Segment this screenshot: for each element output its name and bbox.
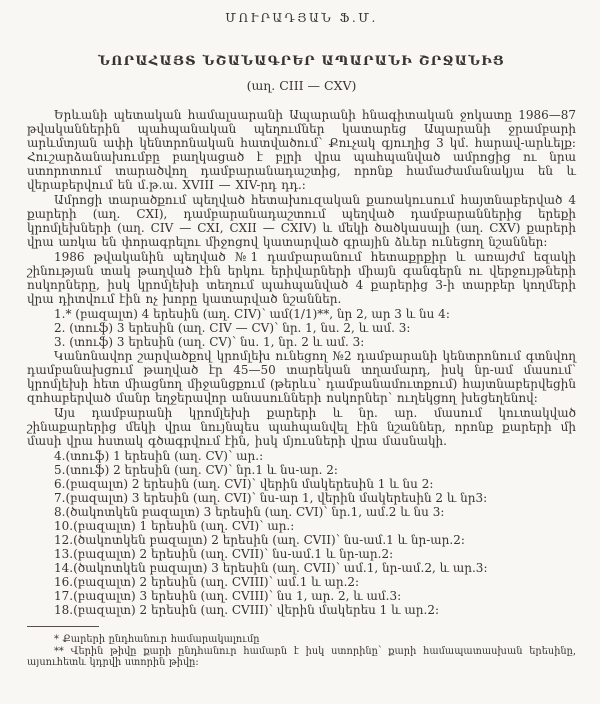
stone-item: 8.(ծակոտկեն բազալտ) 3 երեսին (աղ. CVI)՝ նր.1, ամ.2 և նս 3:: [54, 505, 445, 519]
stone-item: 10.(բազալտ) 1 երեսին (աղ. CVI)՝ ար.:: [54, 519, 295, 533]
paragraph-tomb1: 1986 թվականին պեղված №1 դամբարանում հետաքրքիր և առայժմ եզակի շինության տակ թաղված էին երկու երիվարների միայն գանգերն ու վերջույթների ոսկորները, իսկ կրոմլեխի տեղում պահպանված 4 քարերից 3-ի տարբեր կողմերի վրա դիտվում էին ոչ խորը կատարված նշաններ.: [27, 250, 576, 306]
paragraph-excavation-intro: Երևանի պետական համալսարանի Ապարանի հնագիտական ջոկատը 1986—87 թվականներին պահպանական պեղումներ կատարեց Ապարանի ջրամբարի արևմտյան ափի կենտրոնական հատվածում՝ Քուչակ գյուղից 3 կմ. հարավ-արևելք։ Հուշարձանախումբը բաղկացած է բլրի վրա պահպանված ամրոցից ու նրա ստորոտում տարածվող դամբարանադաշտից, որոնք համաժամանակյա են և վերաբերվում են մ.թ.ա. XVIII — XIV-րդ դդ.:: [27, 108, 576, 192]
stone-item: 2. (տուֆ) 3 երեսին (աղ. CIV — CV)՝ նր. 1, նս. 2, և ամ. 3:: [54, 321, 411, 335]
stone-item: 14.(ծակոտկեն բազալտ) 3 երեսին (աղ. CVII)՝ ամ.1, նր-ամ.2, և ար.3:: [54, 561, 488, 575]
plates-subtitle: (աղ. CIII — CXV): [246, 78, 357, 93]
stone-item: 6.(բազալտ) 2 երեսին (աղ. CVI)՝ վերին մակերեսին 1 և նս 2:: [54, 477, 434, 491]
paragraph-signs-overview: Ամրոցի տարածքում պեղված հետախուզական քառակուսում հայտնաբերված 4 քարերի (աղ. CXI), դամբարանադաշտում պեղված դամբարաններից երեքի կրոմլեխների (աղ. CIV — CXI, CXII — CXIV) և մեկի ծածկասալի (աղ. CXV) քարերի վրա առկա են փորագրելու միջոցով կատարված գրային ձևեր ունեցող նշաններ:: [27, 193, 576, 249]
article-title: ՆՈՐԱՀԱՅՏ ՆՇԱՆԱԳՐԵՐ ԱՊԱՐԱՆԻ ՇՐՋԱՆԻՑ: [98, 54, 505, 69]
stone-list-second: [27, 449, 576, 617]
footnote-separator: [27, 626, 99, 627]
footnote-2: ** Վերին թիվը քարի ընդհանուր համարն է իսկ ստորինը՝ քարի համապատասխան երեսինը, այսուհետև կդրվի ստորին թիվը:: [27, 645, 576, 668]
stone-item: 12.(ծակոտկեն բազալտ) 2 երեսին (աղ. CVII)՝ նս-ամ.1 և նր-ար.2:: [54, 533, 465, 547]
stone-item: 17.(բազալտ) 3 երեսին (աղ. CVIII)՝ նս 1, ար. 2, և ամ.3:: [54, 589, 402, 603]
stone-item: 18.(բազալտ) 2 երեսին (աղ. CVIII)՝ վերին մակերես 1 և ար.2:: [54, 603, 440, 617]
stone-item: 3. (տուֆ) 3 երեսին (աղ. CV)՝ նս. 1, նր. 2 և ամ. 3:: [54, 335, 365, 349]
stone-item: 13.(բազալտ) 2 երեսին (աղ. CVII)՝ նս-ամ.1 և նր-ար.2:: [54, 547, 394, 561]
footnote-1: * Քարերի ընդհանուր համարակալումը: [54, 634, 260, 645]
stone-item: 4.(տուֆ) 1 երեսին (աղ. CV)՝ ար.:: [54, 449, 264, 463]
stone-item: 5.(տուֆ) 2 երեսին (աղ. CV)՝ նր.1 և նս-ար. 2:: [54, 463, 338, 477]
paragraph-tomb2: Կանոնավոր շարվածքով կրոմլեխ ունեցող №2 դամբարանի կենտրոնում գտնվող դամբանախցում թաղված էր 45—50 տարեկան տղամարդ, իսկ նր-ամ մասում՝ կրոմլեխի հետ միացնող միջանցքում (թերևս՝ դամբանամուտքում) հայտնաբերվեցին զոհաբերված մանր եղջերավոր անասունների ոսկորներ՝ ուղեկցող խեցեղենով:: [27, 349, 576, 405]
paragraph-kromlech-stones: Այս դամբարանի կրոմլեխի քարերի և նր. ար. մասում կուտակված շինաքարերից մեկի վրա նույնպես պահպանվել էին նշաններ, որոնք քարերի մի մասի վրա հստակ գծագրվում էին, իսկ մյուսների վրա մասնակի.: [27, 406, 576, 448]
stone-item: 16.(բազալտ) 2 երեսին (աղ. CVIII)՝ ամ.1 և ար.2:: [54, 575, 360, 589]
author-name: ՄՈՒՐԱԴՅԱՆ Ֆ.Մ.: [225, 11, 378, 25]
stone-item: 7.(բազալտ) 3 երեսին (աղ. CVI)՝ նս-ար 1, վերին մակերեսին 2 և նր3:: [54, 491, 488, 505]
stone-list-first: [27, 307, 576, 349]
stone-item: 1.* (բազալտ) 4 երեսին (աղ. CIV)՝ ամ(1/1)**, նր 2, ար 3 և նս 4:: [54, 307, 450, 321]
